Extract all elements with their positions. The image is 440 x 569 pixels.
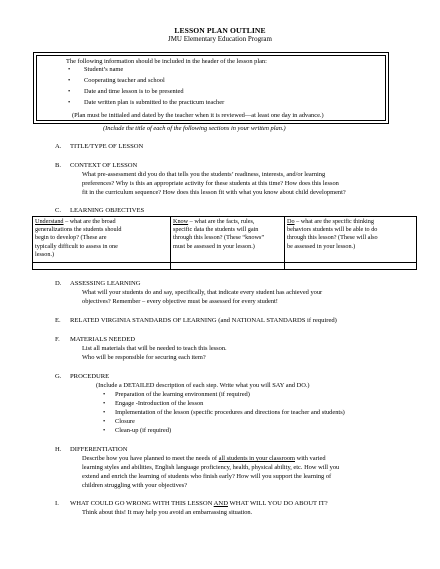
section-text: fit in the curriculum sequence? How does this lesson fit with what you know about child development? [82, 189, 346, 196]
bullet-icon: • [103, 400, 106, 407]
cell-text: must be assessed in your lesson.) [173, 242, 255, 250]
section-letter: D. [55, 280, 62, 287]
section-letter: I. [55, 500, 59, 507]
section-heading: DIFFERENTIATION [70, 446, 128, 453]
section-text: extend and enrich the learning of students who finish early? How will you support the learning of [82, 473, 332, 480]
section-text: What will your students do and say, specifically, that indicate every student has achieved your [82, 289, 323, 296]
header-info-box [33, 52, 389, 124]
cell-text: be assessed in your lesson.) [287, 242, 356, 250]
section-heading: PROCEDURE [70, 373, 110, 380]
table-cell-know [173, 218, 264, 251]
bullet-icon: • [103, 418, 106, 425]
cell-text: through this lesson? (These “knows” [173, 234, 265, 242]
section-heading: ASSESSING LEARNING [70, 280, 141, 287]
section-heading: MATERIALS NEEDED [70, 336, 136, 343]
cell-text: – what are the broad [63, 218, 116, 225]
objective-key: Understand [35, 218, 64, 225]
section-text: children struggling with your objectives? [82, 482, 188, 489]
info-bullet-text: Student’s name [84, 66, 124, 73]
section-text: What pre-assessment did you do that tells you the students’ readiness, interests, and/or learning [82, 171, 326, 178]
section-heading: CONTEXT OF LESSON [70, 162, 138, 169]
section-heading: LEARNING OBJECTIVES [70, 207, 145, 214]
info-bullet-text: Date and time lesson is to be presented [84, 88, 184, 95]
procedure-step-text: Engage -Introduction of the lesson [115, 400, 204, 407]
procedure-step-text: Implementation of the lesson (specific procedures and directions for teacher and students) [115, 409, 345, 416]
bullet-icon: • [68, 99, 71, 106]
text-run: WHAT COULD GO WRONG WITH THIS LESSON [70, 500, 214, 507]
underlined-text: all students in your classroom [218, 455, 295, 462]
info-bullet-text: Date written plan is submitted to the practicum teacher [84, 99, 225, 106]
section-heading: RELATED VIRGINIA STANDARDS OF LEARNING (and NATIONAL STANDARDS if required) [70, 317, 337, 324]
info-bullet-text: Cooperating teacher and school [84, 77, 165, 84]
procedure-intro: (Include a DETAILED description of each step. Write what you will SAY and DO.) [96, 382, 310, 389]
text-run: Describe how you have planned to meet the needs of [82, 455, 219, 462]
page-title: LESSON PLAN OUTLINE [174, 26, 266, 35]
cell-text: begin to develop? (These are [35, 234, 107, 242]
section-heading [70, 500, 328, 507]
section-letter: B. [55, 162, 62, 169]
objective-key: Do [287, 218, 295, 225]
procedure-step-text: Clean-up (if required) [115, 427, 172, 434]
section-text: Who will be responsible for securing each item? [82, 354, 206, 361]
info-intro: The following information should be included in the header of the lesson plan: [66, 58, 267, 65]
procedure-step-text: Closure [115, 418, 135, 425]
text-run: WHAT WILL YOU DO ABOUT IT? [227, 500, 328, 507]
section-text: learning styles and abilities, English language proficiency, health, physical ability, etc. How will you [82, 464, 340, 471]
cell-text: – what are the specific thinking [294, 218, 374, 225]
section-text: List all materials that will be needed to teach this lesson. [82, 345, 227, 352]
section-text: objectives? Remember – every objective must be assessed for every student! [82, 298, 278, 305]
bullet-icon: • [68, 77, 71, 84]
section-text [82, 455, 326, 462]
cell-text: lesson.) [35, 250, 55, 258]
objective-key: Know [173, 218, 189, 225]
section-heading: TITLE/TYPE OF LESSON [70, 143, 144, 150]
cell-text: generalizations the students should [35, 226, 122, 234]
section-letter: F. [55, 336, 60, 343]
sections-note: (Include the title of each of the following sections in your written plan.) [103, 125, 286, 132]
section-letter: G. [55, 373, 62, 380]
cell-text: through this lesson? (These will also [287, 234, 378, 242]
underlined-text: AND [213, 500, 228, 507]
objectives-table [32, 216, 417, 270]
cell-text: typically difficult to assess in one [35, 242, 118, 250]
cell-text: – what are the facts, rules, [188, 218, 255, 225]
cell-text: specific data the students will gain [173, 226, 259, 234]
table-cell-understand [35, 218, 121, 259]
bullet-icon: • [103, 391, 106, 398]
section-letter: H. [55, 446, 62, 453]
procedure-step-text: Preparation of the learning environment (if required) [115, 391, 250, 398]
section-text: preferences? Why is this an appropriate activity for these students at this time? How does this lesson [82, 180, 339, 187]
section-letter: A. [55, 143, 62, 150]
text-run: with varied [294, 455, 326, 462]
table-row-divider [33, 262, 416, 263]
cell-text: behaviors students will be able to do [287, 226, 378, 234]
info-note: (Plan must be initialed and dated by the teacher when it is reviewed—at least one day in advance.) [72, 112, 324, 119]
bullet-icon: • [103, 427, 106, 434]
section-letter: C. [55, 207, 62, 214]
section-text: Think about this! It may help you avoid an embarrassing situation. [82, 509, 253, 516]
bullet-icon: • [103, 409, 106, 416]
table-cell-do [287, 218, 378, 251]
bullet-icon: • [68, 88, 71, 95]
page-subtitle: JMU Elementary Education Program [167, 35, 272, 43]
bullet-icon: • [68, 66, 71, 73]
section-letter: E. [55, 317, 61, 324]
